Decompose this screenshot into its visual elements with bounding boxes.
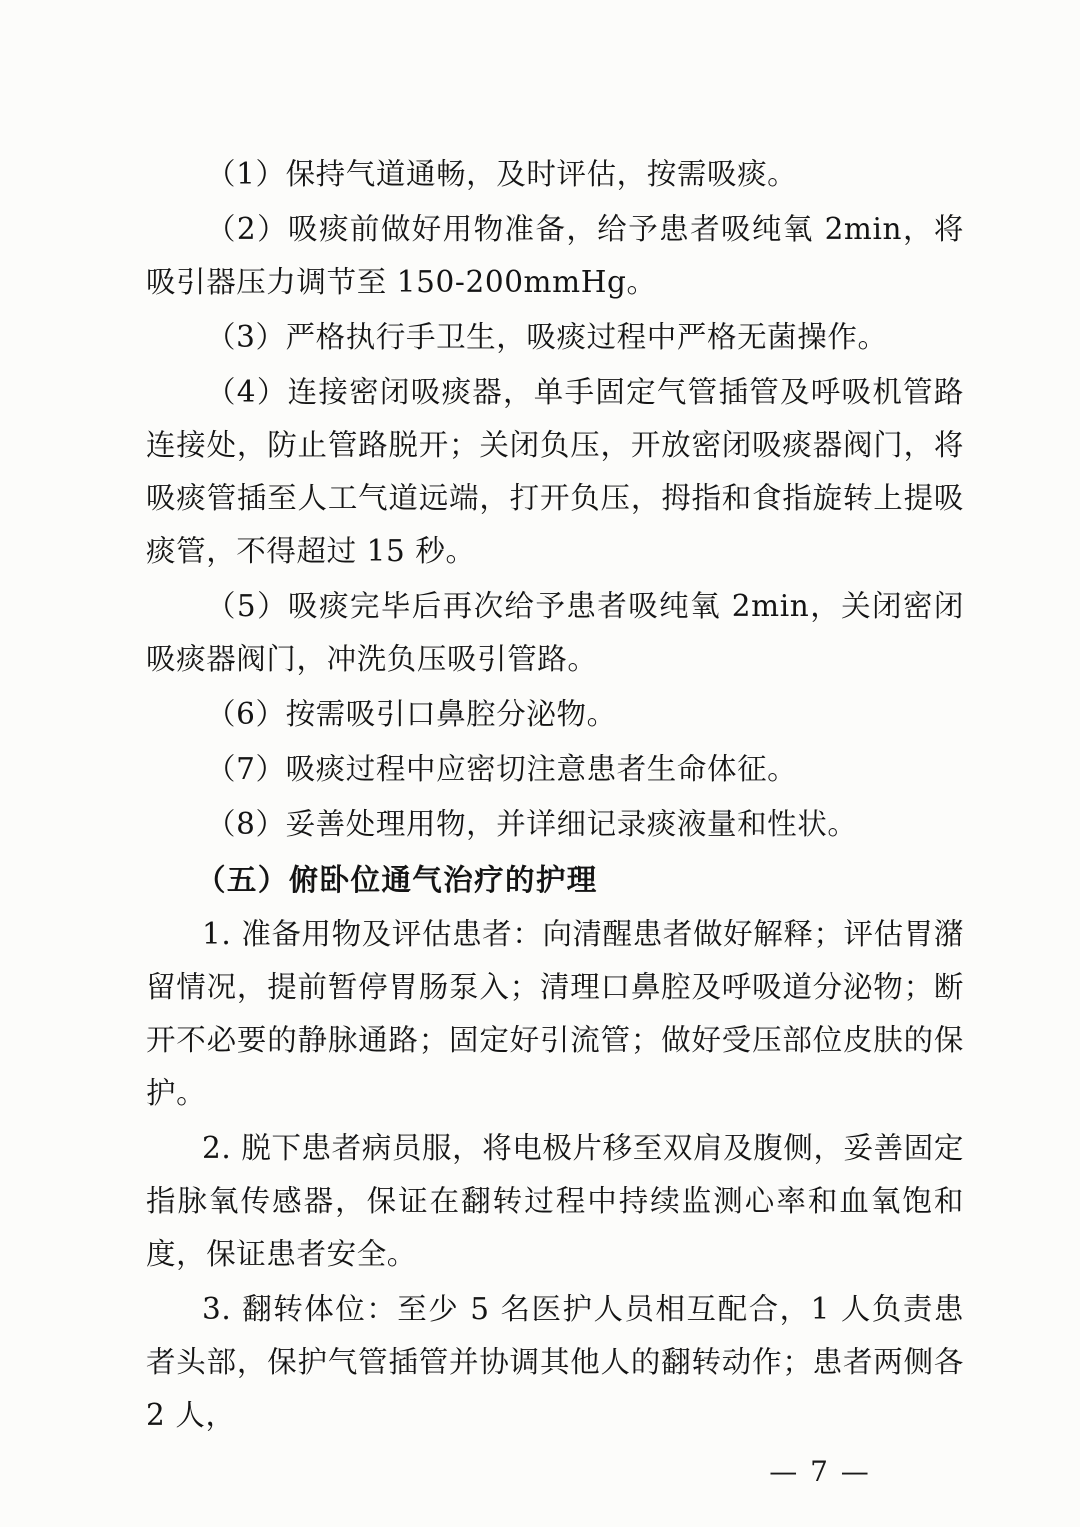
paragraph-step-1: 1. 准备用物及评估患者：向清醒患者做好解释；评估胃潴留情况，提前暂停胃肠泵入；清理口鼻腔及呼吸道分泌物；断开不必要的静脉通路；固定好引流管；做好受压部位皮肤的保护。 <box>146 917 964 1110</box>
paragraph-item-2: （2）吸痰前做好用物准备，给予患者吸纯氧 2min，将吸引器压力调节至 150-200mmHg。 <box>146 212 964 299</box>
paragraph-step-2: 2. 脱下患者病员服，将电极片移至双肩及腹侧，妥善固定指脉氧传感器，保证在翻转过程中持续监测心率和血氧饱和度，保证患者安全。 <box>146 1131 964 1271</box>
paragraph-item-4: （4）连接密闭吸痰器，单手固定气管插管及呼吸机管路连接处，防止管路脱开；关闭负压，开放密闭吸痰器阀门，将吸痰管插至人工气道远端，打开负压，拇指和食指旋转上提吸痰管，不得超过 15 秒。 <box>146 375 964 568</box>
paragraph-item-3: （3）严格执行手卫生，吸痰过程中严格无菌操作。 <box>206 320 888 354</box>
page-footer <box>0 1455 1080 1488</box>
paragraph-item-1: （1）保持气道通畅，及时评估，按需吸痰。 <box>206 157 798 191</box>
section-heading: （五）俯卧位通气治疗的护理 <box>196 862 598 897</box>
paragraph-item-8: （8）妥善处理用物，并详细记录痰液量和性状。 <box>206 807 858 841</box>
document-body <box>146 148 964 1444</box>
page-number: — 7 — <box>769 1455 871 1488</box>
paragraph-item-5: （5）吸痰完毕后再次给予患者吸纯氧 2min，关闭密闭吸痰器阀门，冲洗负压吸引管路。 <box>146 589 964 676</box>
paragraph-step-3: 3. 翻转体位：至少 5 名医护人员相互配合，1 人负责患者头部，保护气管插管并协调其他人的翻转动作；患者两侧各 2 人， <box>146 1292 964 1432</box>
paragraph-item-7: （7）吸痰过程中应密切注意患者生命体征。 <box>206 752 798 786</box>
paragraph-item-6: （6）按需吸引口鼻腔分泌物。 <box>206 697 617 731</box>
